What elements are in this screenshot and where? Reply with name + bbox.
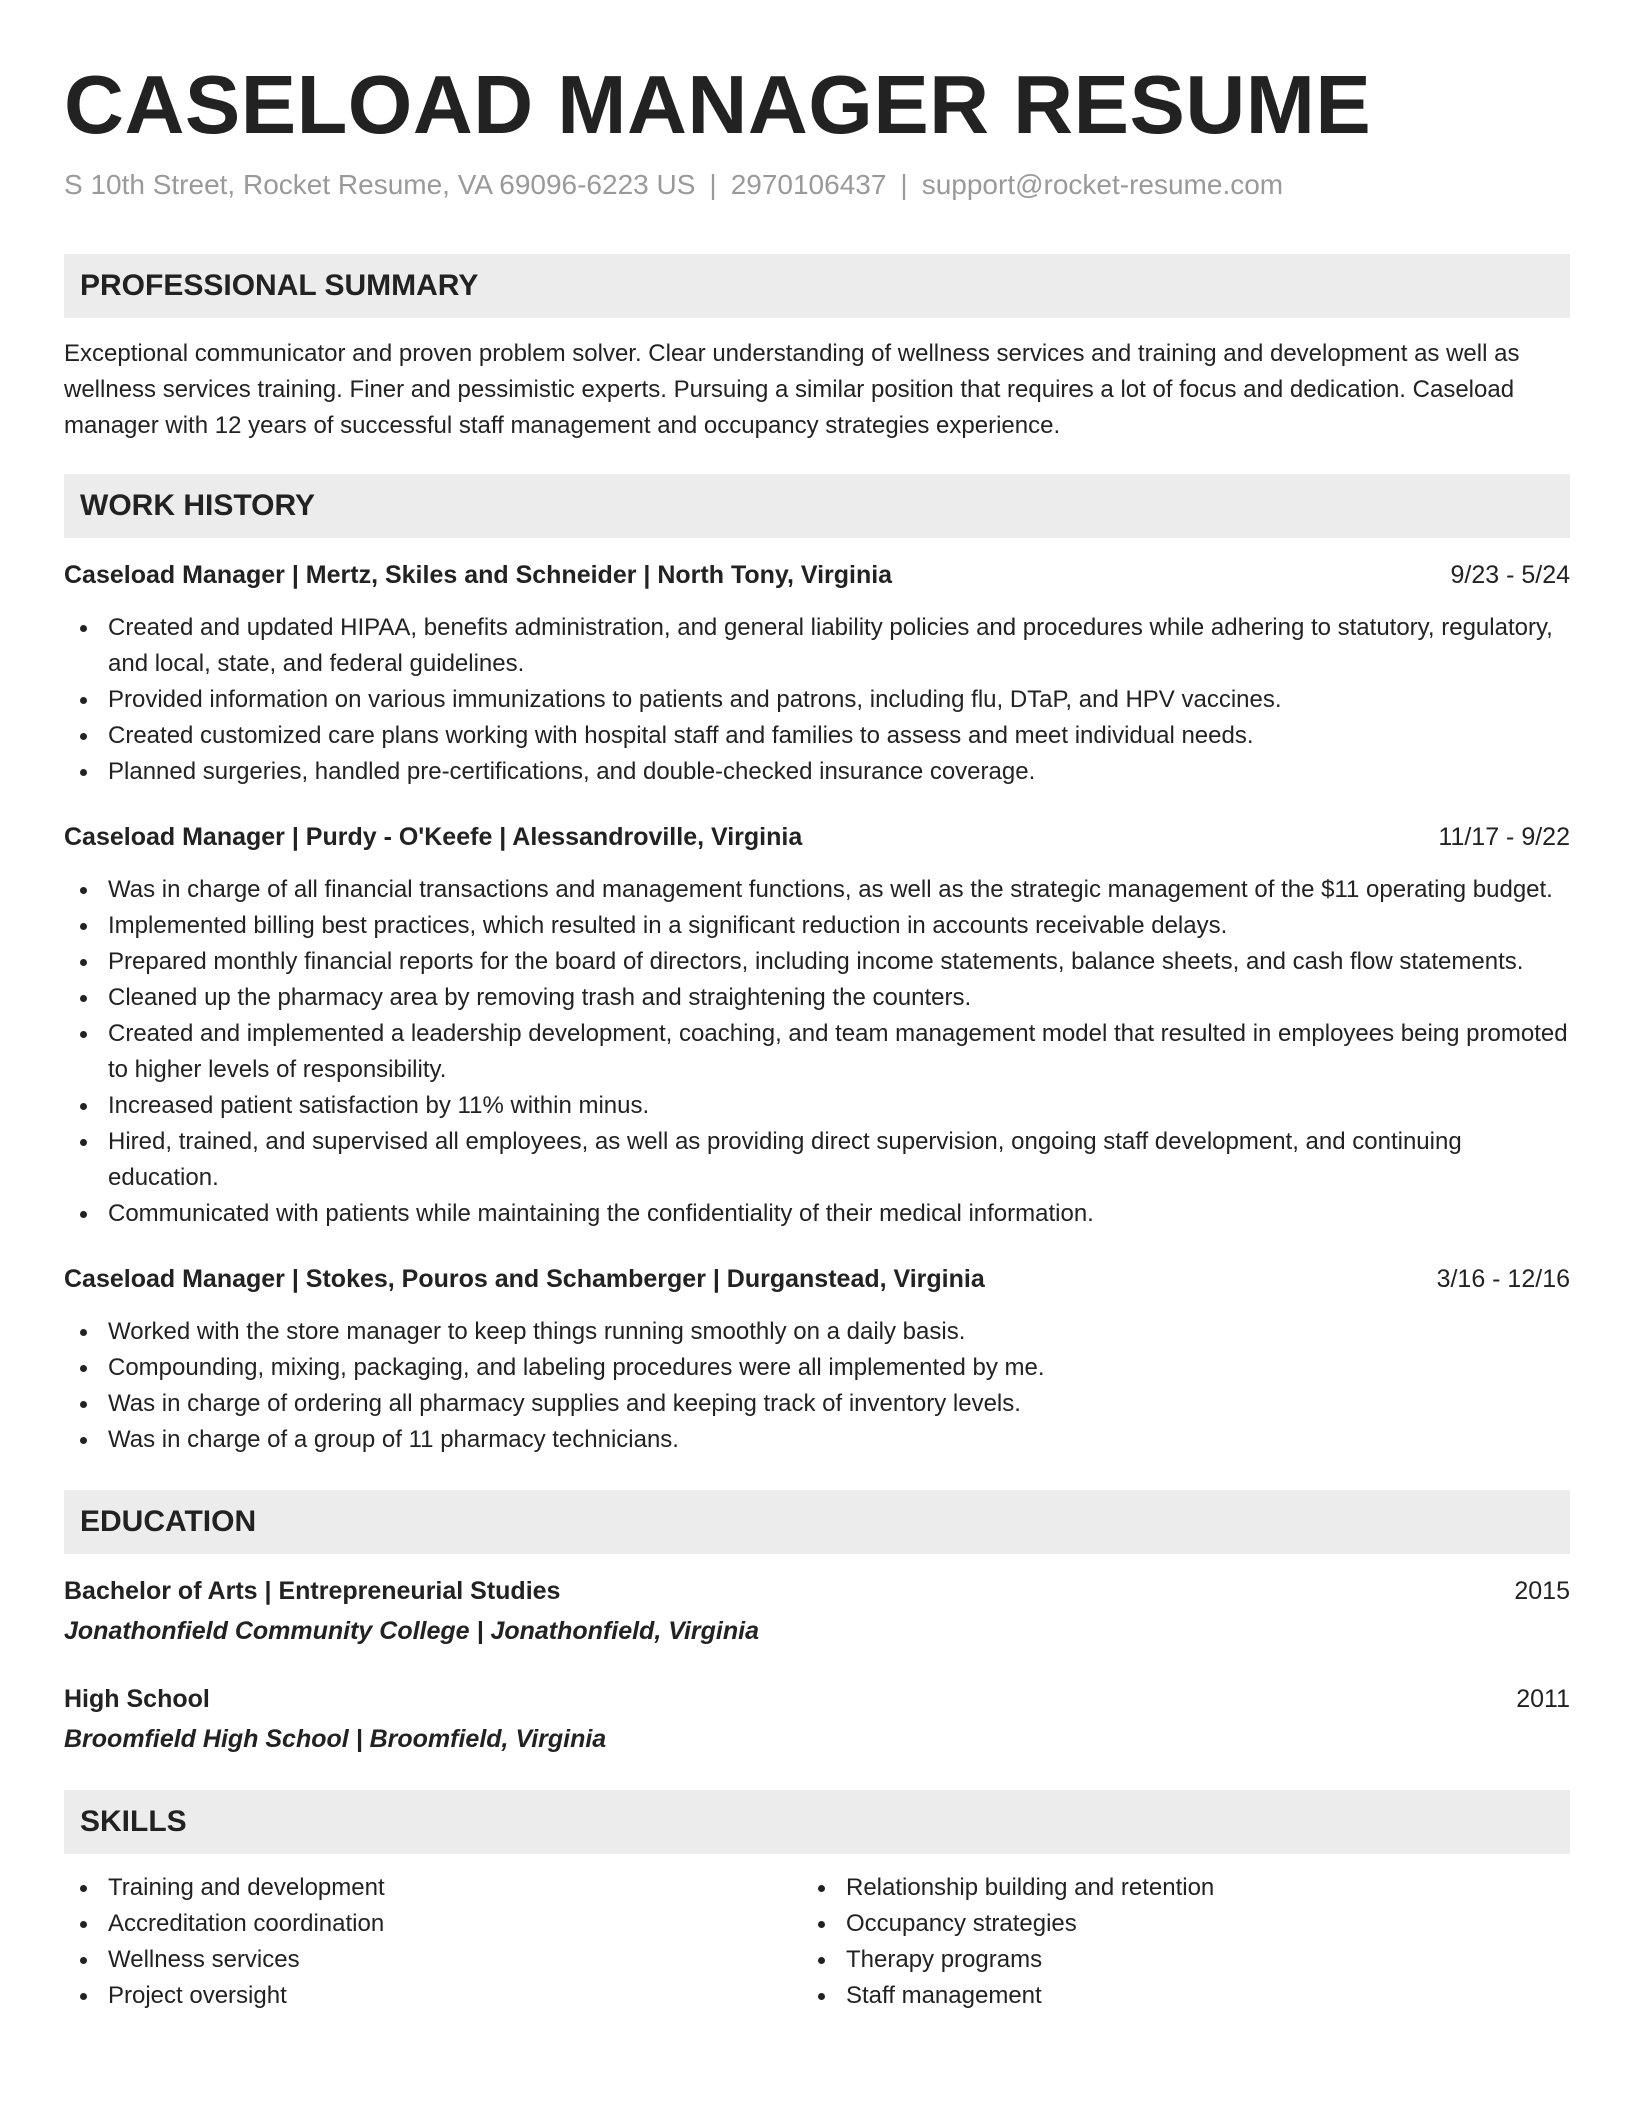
job-title: Caseload Manager | Mertz, Skiles and Schneider | North Tony, Virginia — [64, 561, 893, 589]
contact-phone: 2970106437 — [730, 169, 887, 200]
job-bullets — [64, 1314, 1570, 1458]
list-item: Compounding, mixing, packaging, and labeling procedures were all implemented by me. — [64, 1350, 1570, 1386]
list-item: Training and development — [64, 1870, 802, 1906]
summary-text: Exceptional communicator and proven problem solver. Clear understanding of wellness services and training and development as well as wellness services training. Finer and pessimistic experts. Pursuing a similar position that requires a lot of focus and dedication. Caseload manager with 12 years of successful staff management and occupancy strategies experience. — [64, 340, 1520, 439]
list-item: Implemented billing best practices, which resulted in a significant reduction in accounts receivable delays. — [64, 908, 1570, 944]
list-item: Worked with the store manager to keep things running smoothly on a daily basis. — [64, 1314, 1570, 1350]
list-item: Relationship building and retention — [802, 1870, 1540, 1906]
section-heading-work-history: WORK HISTORY — [64, 474, 1570, 538]
job-bullets — [64, 610, 1570, 790]
education-school: Jonathonfield Community College | Jonathonfield, Virginia — [64, 1617, 759, 1645]
skills-grid — [64, 1870, 1570, 2014]
education-school: Broomfield High School | Broomfield, Virginia — [64, 1725, 607, 1753]
contact-separator: | — [709, 169, 717, 200]
contact-separator: | — [900, 169, 908, 200]
job-entry — [64, 1262, 1570, 1458]
education-year: 2015 — [1514, 1577, 1570, 1605]
list-item: Created customized care plans working with hospital staff and families to assess and meet individual needs. — [64, 718, 1570, 754]
list-item: Accreditation coordination — [64, 1906, 802, 1942]
job-dates: 3/16 - 12/16 — [1436, 1265, 1570, 1293]
job-dates: 9/23 - 5/24 — [1450, 561, 1570, 589]
education-degree: Bachelor of Arts | Entrepreneurial Studies — [64, 1577, 561, 1605]
list-item: Planned surgeries, handled pre-certifications, and double-checked insurance coverage. — [64, 754, 1570, 790]
contact-email: support@rocket-resume.com — [921, 169, 1284, 200]
job-bullets — [64, 872, 1570, 1232]
job-dates: 11/17 - 9/22 — [1438, 823, 1570, 851]
skills-column-right — [802, 1870, 1540, 2014]
list-item: Project oversight — [64, 1978, 802, 2014]
list-item: Was in charge of all financial transactions and management functions, as well as the strategic management of the $11 operating budget. — [64, 872, 1570, 908]
list-item: Cleaned up the pharmacy area by removing trash and straightening the counters. — [64, 980, 1570, 1016]
list-item: Was in charge of ordering all pharmacy supplies and keeping track of inventory levels. — [64, 1386, 1570, 1422]
job-entry — [64, 558, 1570, 790]
skills-column-left — [64, 1870, 802, 2014]
list-item: Wellness services — [64, 1942, 802, 1978]
list-item: Increased patient satisfaction by 11% within minus. — [64, 1088, 1570, 1124]
list-item: Created and implemented a leadership development, coaching, and team management model that resulted in employees being promoted to higher levels of responsibility. — [64, 1016, 1570, 1088]
list-item: Therapy programs — [802, 1942, 1540, 1978]
education-entry — [64, 1682, 1570, 1756]
list-item: Hired, trained, and supervised all employees, as well as providing direct supervision, ongoing staff development, and continuing education. — [64, 1124, 1570, 1196]
section-heading-education: EDUCATION — [64, 1490, 1570, 1554]
job-title: Caseload Manager | Purdy - O'Keefe | Alessandroville, Virginia — [64, 823, 803, 851]
list-item: Was in charge of a group of 11 pharmacy technicians. — [64, 1422, 1570, 1458]
list-item: Staff management — [802, 1978, 1540, 2014]
list-item: Created and updated HIPAA, benefits administration, and general liability policies and procedures while adhering to statutory, regulatory, and local, state, and federal guidelines. — [64, 610, 1570, 682]
section-heading-skills: SKILLS — [64, 1790, 1570, 1854]
page-title: CASELOAD MANAGER RESUME — [64, 58, 1372, 151]
list-item: Communicated with patients while maintaining the confidentiality of their medical information. — [64, 1196, 1570, 1232]
education-entry — [64, 1574, 1570, 1648]
job-entry — [64, 820, 1570, 1232]
list-item: Prepared monthly financial reports for the board of directors, including income statements, balance sheets, and cash flow statements. — [64, 944, 1570, 980]
job-title: Caseload Manager | Stokes, Pouros and Schamberger | Durganstead, Virginia — [64, 1265, 985, 1293]
contact-address: S 10th Street, Rocket Resume, VA 69096-6223 US — [64, 169, 696, 200]
education-year: 2011 — [1516, 1685, 1570, 1713]
list-item: Occupancy strategies — [802, 1906, 1540, 1942]
resume-page — [64, 0, 1570, 2014]
contact-line — [64, 168, 1570, 202]
list-item: Provided information on various immunizations to patients and patrons, including flu, DTaP, and HPV vaccines. — [64, 682, 1570, 718]
section-heading-summary: PROFESSIONAL SUMMARY — [64, 254, 1570, 318]
education-degree: High School — [64, 1685, 210, 1713]
